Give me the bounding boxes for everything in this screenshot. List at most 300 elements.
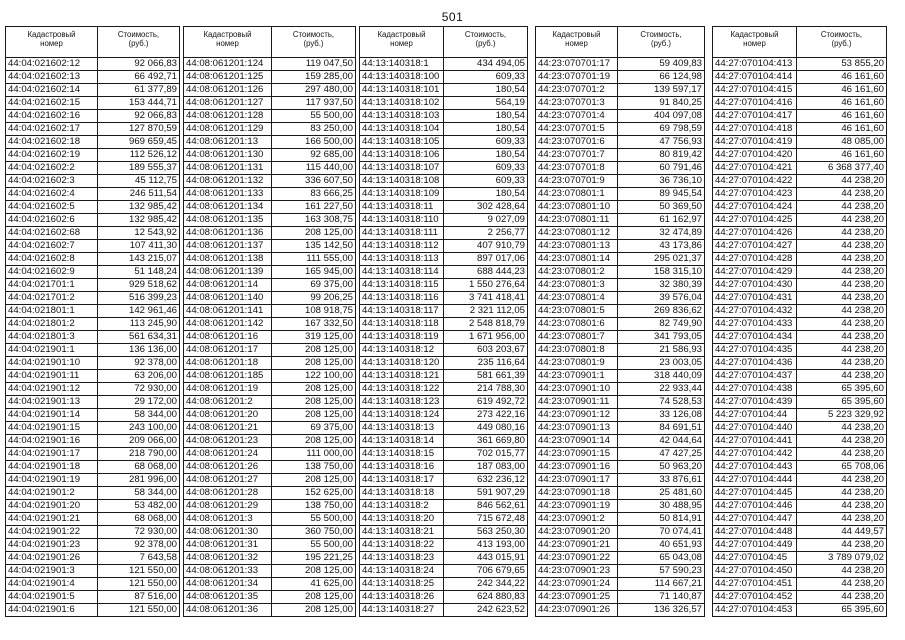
cadastral-number-cell: 44:23:070701:3: [536, 97, 618, 110]
cost-cell: 121 550,00: [98, 565, 180, 578]
table-row: [713, 240, 887, 253]
cost-cell: 83 250,00: [272, 123, 356, 136]
table-row: [184, 474, 356, 487]
cadastral-number-cell: 44:27:070104:442: [713, 448, 797, 461]
cadastral-number-cell: 44:23:070901:15: [536, 448, 618, 461]
table-row: [360, 383, 528, 396]
table-row: [360, 357, 528, 370]
cost-cell: 33 876,61: [618, 474, 705, 487]
cadastral-number-cell: 44:08:061201:185: [184, 370, 272, 383]
cadastral-number-cell: 44:27:070104:453: [713, 604, 797, 617]
cadastral-number-cell: 44:27:070104:421: [713, 162, 797, 175]
table-row: [6, 539, 180, 552]
cadastral-number-cell: 44:13:140318:18: [360, 487, 444, 500]
cost-cell: 180,54: [444, 123, 528, 136]
table-row: [360, 526, 528, 539]
table-row: [360, 370, 528, 383]
cadastral-number-cell: 44:23:070901:12: [536, 409, 618, 422]
table-row: [184, 214, 356, 227]
cadastral-number-cell: 44:08:061201:20: [184, 409, 272, 422]
table-row: [536, 58, 705, 71]
cadastral-number-cell: 44:04:021602:7: [6, 240, 98, 253]
cadastral-number-cell: 44:04:021602:12: [6, 58, 98, 71]
cadastral-number-cell: 44:13:140318:101: [360, 84, 444, 97]
cost-cell: 3 741 418,41: [444, 292, 528, 305]
cost-cell: 92 066,83: [98, 58, 180, 71]
cost-cell: 209 066,00: [98, 435, 180, 448]
cost-cell: 189 555,37: [98, 162, 180, 175]
cadastral-number-cell: 44:23:070801:1: [536, 188, 618, 201]
table-row: [713, 435, 887, 448]
table-row: [6, 552, 180, 565]
cost-cell: 65 395,60: [797, 383, 887, 396]
cadastral-number-cell: 44:04:021602:4: [6, 188, 98, 201]
cadastral-number-cell: 44:27:070104:435: [713, 344, 797, 357]
table-row: [184, 461, 356, 474]
table-row: [184, 227, 356, 240]
cadastral-number-cell: 44:04:021602:17: [6, 123, 98, 136]
cadastral-number-cell: 44:27:070104:430: [713, 279, 797, 292]
header-line: Стоимость,: [292, 30, 335, 39]
cost-cell: 243 100,00: [98, 422, 180, 435]
cost-cell: 32 380,39: [618, 279, 705, 292]
cost-cell: 92 378,00: [98, 357, 180, 370]
table-row: [713, 84, 887, 97]
cost-cell: 609,33: [444, 136, 528, 149]
cadastral-number-cell: 44:23:070901:23: [536, 565, 618, 578]
cadastral-number-cell: 44:27:070104:429: [713, 266, 797, 279]
header-line: Кадастровый: [377, 30, 426, 39]
cadastral-number-header: [6, 27, 98, 58]
table-row: [713, 110, 887, 123]
cadastral-number-cell: 44:27:070104:436: [713, 357, 797, 370]
cost-cell: 246 511,54: [98, 188, 180, 201]
cost-cell: 44 238,20: [797, 357, 887, 370]
table-header-row: [713, 27, 887, 58]
cost-cell: 44 238,20: [797, 292, 887, 305]
cadastral-number-cell: 44:27:070104:450: [713, 565, 797, 578]
cadastral-number-cell: 44:23:070901:22: [536, 552, 618, 565]
table-row: [184, 435, 356, 448]
cost-cell: 142 961,46: [98, 305, 180, 318]
table-row: [6, 331, 180, 344]
table-row: [713, 136, 887, 149]
table-row: [536, 435, 705, 448]
table-row: [536, 409, 705, 422]
table-row: [184, 448, 356, 461]
cost-cell: 449 080,16: [444, 422, 528, 435]
header-line: (руб.): [128, 39, 149, 49]
cadastral-number-cell: 44:04:021602:16: [6, 110, 98, 123]
cost-cell: 61 162,97: [618, 214, 705, 227]
cadastral-number-cell: 44:13:140318:26: [360, 591, 444, 604]
cost-cell: 846 562,61: [444, 500, 528, 513]
cost-cell: 66 492,71: [98, 71, 180, 84]
table-row: [360, 292, 528, 305]
cost-cell: 53 482,00: [98, 500, 180, 513]
cost-cell: 44 238,20: [797, 227, 887, 240]
table-row: [536, 474, 705, 487]
cost-cell: 208 125,00: [272, 383, 356, 396]
cost-cell: 50 369,50: [618, 201, 705, 214]
table-row: [713, 422, 887, 435]
table-row: [360, 513, 528, 526]
header-line: номер: [390, 39, 413, 49]
cost-cell: 591 907,29: [444, 487, 528, 500]
cost-cell: 208 125,00: [272, 344, 356, 357]
cost-cell: 46 161,60: [797, 123, 887, 136]
table-row: [360, 162, 528, 175]
table-row: [184, 396, 356, 409]
header-line: номер: [40, 39, 63, 49]
table-row: [184, 253, 356, 266]
cadastral-number-cell: 44:23:070701:17: [536, 58, 618, 71]
table-row: [6, 175, 180, 188]
cost-cell: 29 172,00: [98, 396, 180, 409]
table-row: [184, 175, 356, 188]
cadastral-number-cell: 44:04:021901:12: [6, 383, 98, 396]
cadastral-number-cell: 44:08:061201:134: [184, 201, 272, 214]
cadastral-number-cell: 44:08:061201:126: [184, 84, 272, 97]
table-body: [360, 58, 528, 617]
cost-cell: 159 285,00: [272, 71, 356, 84]
table-row: [713, 331, 887, 344]
table-row: [713, 214, 887, 227]
cost-cell: 40 651,93: [618, 539, 705, 552]
cadastral-number-cell: 44:27:070104:437: [713, 370, 797, 383]
cadastral-number-cell: 44:13:140318:122: [360, 383, 444, 396]
cadastral-number-cell: 44:08:061201:26: [184, 461, 272, 474]
cadastral-table-3: [359, 26, 528, 617]
cost-cell: 83 666,25: [272, 188, 356, 201]
cost-cell: 46 161,60: [797, 149, 887, 162]
cadastral-number-cell: 44:08:061201:127: [184, 97, 272, 110]
table-row: [184, 578, 356, 591]
table-row: [184, 500, 356, 513]
table-row: [360, 279, 528, 292]
table-row: [360, 474, 528, 487]
table-row: [184, 305, 356, 318]
cadastral-number-cell: 44:08:061201:138: [184, 253, 272, 266]
table-row: [184, 149, 356, 162]
cadastral-number-cell: 44:27:070104:428: [713, 253, 797, 266]
table-row: [536, 162, 705, 175]
cadastral-number-cell: 44:13:140318:22: [360, 539, 444, 552]
cost-cell: 72 930,00: [98, 383, 180, 396]
cost-cell: 108 918,75: [272, 305, 356, 318]
header-line: Кадастровый: [730, 30, 779, 39]
table-row: [6, 370, 180, 383]
table-row: [6, 58, 180, 71]
page-number: 501: [441, 10, 464, 24]
cost-cell: 218 790,00: [98, 448, 180, 461]
table-row: [360, 149, 528, 162]
table-row: [536, 370, 705, 383]
cost-cell: 45 112,75: [98, 175, 180, 188]
table-row: [360, 461, 528, 474]
table-row: [360, 253, 528, 266]
table-row: [536, 539, 705, 552]
cadastral-number-cell: 44:13:140318:106: [360, 149, 444, 162]
table-row: [713, 487, 887, 500]
cadastral-number-cell: 44:13:140318:17: [360, 474, 444, 487]
cadastral-number-cell: 44:27:070104:445: [713, 487, 797, 500]
cadastral-number-cell: 44:23:070801:2: [536, 266, 618, 279]
cadastral-number-cell: 44:04:021801:3: [6, 331, 98, 344]
cadastral-number-cell: 44:23:070901:20: [536, 526, 618, 539]
cadastral-number-cell: 44:08:061201:14: [184, 279, 272, 292]
cost-cell: 39 576,04: [618, 292, 705, 305]
table-row: [184, 201, 356, 214]
cost-cell: 187 083,00: [444, 461, 528, 474]
cost-cell: 44 238,20: [797, 279, 887, 292]
header-line: Стоимость,: [117, 30, 160, 39]
cadastral-number-cell: 44:13:140318:12: [360, 344, 444, 357]
cost-cell: 632 236,12: [444, 474, 528, 487]
table-header-row: [6, 27, 180, 58]
table-row: [713, 253, 887, 266]
cost-cell: 2 256,77: [444, 227, 528, 240]
cost-cell: 208 125,00: [272, 474, 356, 487]
table-row: [713, 201, 887, 214]
table-row: [713, 526, 887, 539]
cadastral-number-cell: 44:08:061201:130: [184, 149, 272, 162]
table-header-row: [536, 27, 705, 58]
table-row: [184, 279, 356, 292]
table-row: [713, 591, 887, 604]
cadastral-number-cell: 44:04:021701:1: [6, 279, 98, 292]
cadastral-number-cell: 44:27:070104:431: [713, 292, 797, 305]
cadastral-number-cell: 44:13:140318:102: [360, 97, 444, 110]
table-row: [536, 487, 705, 500]
table-row: [184, 370, 356, 383]
cost-cell: 44 238,20: [797, 331, 887, 344]
header-line: Кадастровый: [27, 30, 76, 39]
cost-cell: 242 344,22: [444, 578, 528, 591]
table-row: [713, 227, 887, 240]
cost-cell: 82 749,90: [618, 318, 705, 331]
cadastral-number-cell: 44:08:061201:28: [184, 487, 272, 500]
cadastral-number-cell: 44:23:070801:4: [536, 292, 618, 305]
cost-cell: 214 788,30: [444, 383, 528, 396]
table-row: [184, 58, 356, 71]
cost-cell: 44 238,20: [797, 474, 887, 487]
table-row: [6, 162, 180, 175]
header-line: номер: [216, 39, 239, 49]
cost-cell: 135 142,50: [272, 240, 356, 253]
table-row: [360, 175, 528, 188]
table-row: [713, 305, 887, 318]
table-row: [360, 188, 528, 201]
cost-cell: 136 136,00: [98, 344, 180, 357]
table-row: [536, 136, 705, 149]
table-row: [360, 331, 528, 344]
cadastral-number-cell: 44:13:140318:25: [360, 578, 444, 591]
table-row: [6, 201, 180, 214]
cost-cell: 9 027,09: [444, 214, 528, 227]
cost-cell: 180,54: [444, 84, 528, 97]
table-row: [360, 201, 528, 214]
cost-cell: 41 625,00: [272, 578, 356, 591]
table-body: [713, 58, 887, 617]
cost-cell: 44 238,20: [797, 539, 887, 552]
cost-cell: 58 344,00: [98, 409, 180, 422]
cadastral-number-cell: 44:13:140318:104: [360, 123, 444, 136]
cadastral-table-5: [712, 26, 887, 617]
table-row: [713, 396, 887, 409]
table-row: [713, 175, 887, 188]
cadastral-number-cell: 44:04:021901:13: [6, 396, 98, 409]
cost-cell: 360 750,00: [272, 526, 356, 539]
cost-cell: 2 321 112,05: [444, 305, 528, 318]
cadastral-table-4: [535, 26, 705, 617]
cost-cell: 44 238,20: [797, 253, 887, 266]
cadastral-number-cell: 44:08:061201:135: [184, 214, 272, 227]
table-row: [713, 188, 887, 201]
cost-cell: 59 409,83: [618, 58, 705, 71]
cadastral-number-cell: 44:04:021602:68: [6, 227, 98, 240]
cadastral-number-cell: 44:27:070104:452: [713, 591, 797, 604]
cadastral-number-cell: 44:13:140318:111: [360, 227, 444, 240]
cadastral-number-cell: 44:04:021602:9: [6, 266, 98, 279]
cadastral-number-cell: 44:08:061201:125: [184, 71, 272, 84]
cadastral-number-cell: 44:13:140318:24: [360, 565, 444, 578]
cadastral-number-cell: 44:04:021901:15: [6, 422, 98, 435]
cost-cell: 706 679,65: [444, 565, 528, 578]
table-row: [536, 292, 705, 305]
table-row: [6, 461, 180, 474]
table-row: [184, 162, 356, 175]
table-row: [360, 500, 528, 513]
cadastral-number-cell: 44:27:070104:420: [713, 149, 797, 162]
table-row: [184, 123, 356, 136]
cadastral-number-cell: 44:08:061201:124: [184, 58, 272, 71]
cadastral-number-cell: 44:27:070104:447: [713, 513, 797, 526]
table-row: [536, 240, 705, 253]
cadastral-number-cell: 44:08:061201:30: [184, 526, 272, 539]
cadastral-number-cell: 44:04:021901:10: [6, 357, 98, 370]
cost-cell: 404 097,08: [618, 110, 705, 123]
table-row: [360, 136, 528, 149]
table-row: [360, 97, 528, 110]
cost-cell: 208 125,00: [272, 435, 356, 448]
table-row: [713, 500, 887, 513]
header-line: номер: [565, 39, 588, 49]
cadastral-number-cell: 44:27:070104:425: [713, 214, 797, 227]
table-row: [536, 604, 705, 617]
cadastral-number-cell: 44:27:070104:418: [713, 123, 797, 136]
table-row: [6, 279, 180, 292]
cadastral-number-cell: 44:08:061201:16: [184, 331, 272, 344]
table-row: [536, 344, 705, 357]
header-line: (руб.): [475, 39, 496, 49]
table-row: [360, 539, 528, 552]
cost-cell: 208 125,00: [272, 604, 356, 617]
cost-cell: 3 789 079,02: [797, 552, 887, 565]
cadastral-number-cell: 44:08:061201:17: [184, 344, 272, 357]
cadastral-number-cell: 44:23:070801:13: [536, 240, 618, 253]
cadastral-number-header: [713, 27, 797, 58]
cost-cell: 111 000,00: [272, 448, 356, 461]
table-row: [6, 487, 180, 500]
cost-cell: 163 308,75: [272, 214, 356, 227]
cost-cell: 80 819,42: [618, 149, 705, 162]
table-row: [184, 97, 356, 110]
table-row: [713, 318, 887, 331]
table-row: [360, 123, 528, 136]
cadastral-number-cell: 44:04:021602:14: [6, 84, 98, 97]
table-row: [360, 487, 528, 500]
cost-cell: 57 590,23: [618, 565, 705, 578]
table-row: [184, 136, 356, 149]
cost-cell: 434 494,05: [444, 58, 528, 71]
cost-cell: 443 015,91: [444, 552, 528, 565]
cadastral-table-1: [5, 26, 180, 617]
cadastral-number-cell: 44:08:061201:140: [184, 292, 272, 305]
table-row: [6, 396, 180, 409]
cadastral-number-cell: 44:13:140318:123: [360, 396, 444, 409]
cadastral-number-cell: 44:04:021901:6: [6, 604, 98, 617]
cost-cell: 624 880,83: [444, 591, 528, 604]
table-row: [713, 539, 887, 552]
table-row: [713, 565, 887, 578]
cost-cell: 44 238,20: [797, 565, 887, 578]
table-row: [713, 604, 887, 617]
cost-cell: 84 691,51: [618, 422, 705, 435]
cost-cell: 208 125,00: [272, 409, 356, 422]
cost-cell: 92 685,00: [272, 149, 356, 162]
cadastral-number-cell: 44:04:021901:17: [6, 448, 98, 461]
cost-cell: 50 814,91: [618, 513, 705, 526]
table-row: [713, 279, 887, 292]
table-row: [360, 396, 528, 409]
table-body: [184, 58, 356, 617]
table-row: [713, 266, 887, 279]
cadastral-number-cell: 44:13:140318:120: [360, 357, 444, 370]
table-row: [184, 71, 356, 84]
cost-cell: 132 985,42: [98, 214, 180, 227]
cadastral-number-cell: 44:27:070104:419: [713, 136, 797, 149]
table-row: [536, 526, 705, 539]
cadastral-number-cell: 44:13:140318:113: [360, 253, 444, 266]
cadastral-number-cell: 44:23:070701:7: [536, 149, 618, 162]
cost-cell: 269 836,62: [618, 305, 705, 318]
header-line: Кадастровый: [203, 30, 252, 39]
cost-cell: 42 044,64: [618, 435, 705, 448]
cost-header: [797, 27, 887, 58]
cost-cell: 161 227,50: [272, 201, 356, 214]
table-row: [6, 435, 180, 448]
cadastral-number-cell: 44:23:070901:10: [536, 383, 618, 396]
cost-cell: 25 481,60: [618, 487, 705, 500]
cadastral-number-cell: 44:04:021801:1: [6, 305, 98, 318]
table-row: [6, 136, 180, 149]
cost-header: [98, 27, 180, 58]
cadastral-number-cell: 44:23:070901:14: [536, 435, 618, 448]
cadastral-number-cell: 44:23:070901:2: [536, 513, 618, 526]
cost-cell: 32 474,89: [618, 227, 705, 240]
cadastral-number-cell: 44:08:061201:27: [184, 474, 272, 487]
cadastral-number-cell: 44:23:070701:6: [536, 136, 618, 149]
cadastral-number-cell: 44:23:070701:8: [536, 162, 618, 175]
cadastral-number-cell: 44:13:140318:103: [360, 110, 444, 123]
cost-cell: 702 015,77: [444, 448, 528, 461]
cadastral-number-cell: 44:27:070104:44: [713, 409, 797, 422]
cost-cell: 242 623,52: [444, 604, 528, 617]
cost-cell: 929 518,62: [98, 279, 180, 292]
cadastral-number-cell: 44:08:061201:131: [184, 162, 272, 175]
table-row: [184, 318, 356, 331]
